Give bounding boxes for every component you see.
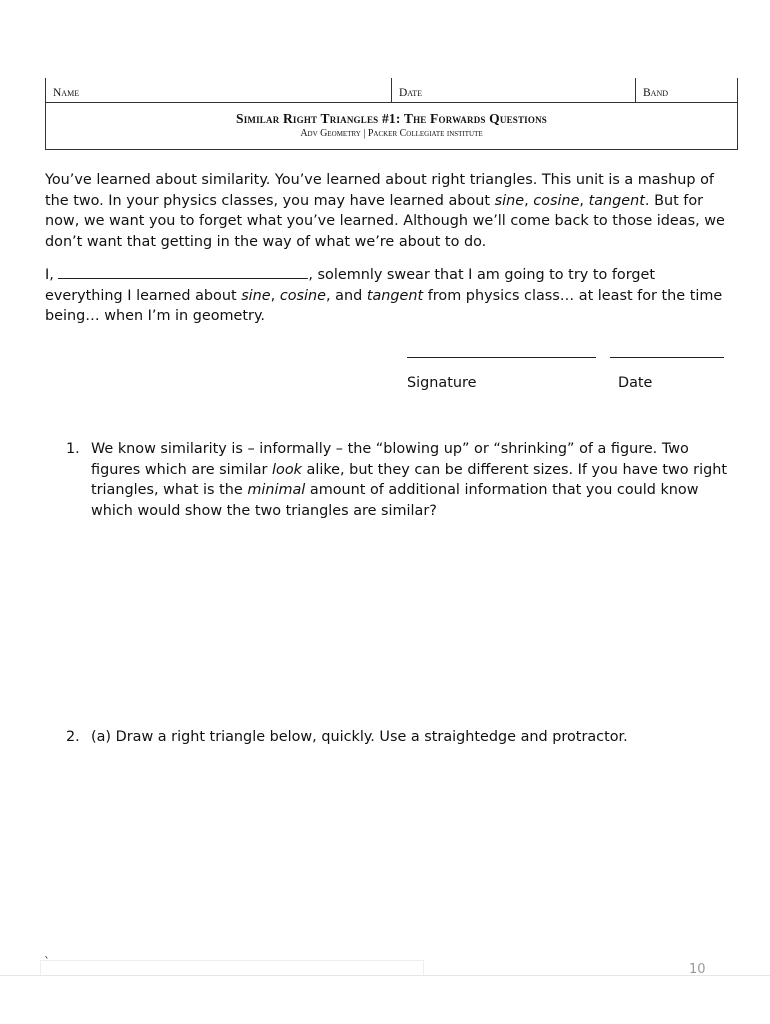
q1-em-minimal: minimal <box>247 482 306 499</box>
band-field[interactable] <box>635 78 737 102</box>
intro-tangent: tangent <box>588 192 645 209</box>
signature-label: Signature <box>407 375 477 391</box>
footer-rule <box>0 975 770 976</box>
signature-line[interactable] <box>407 357 596 358</box>
name-label: Name <box>53 87 80 99</box>
oath-text-a: I, <box>45 267 59 283</box>
date-field[interactable] <box>391 78 636 102</box>
header-table <box>45 78 738 150</box>
question-2-number: 2. <box>66 729 80 745</box>
intro-sine: sine <box>494 192 525 209</box>
intro-paragraph <box>45 170 735 253</box>
footer-box <box>40 960 424 975</box>
page-number: 10 <box>689 962 706 977</box>
intro-sep2: , <box>579 192 589 209</box>
q1-em-look: look <box>272 461 302 478</box>
q1-text-b: alike, but they can be different sizes. If you have two right triangles, what is the <box>91 461 727 499</box>
question-2-text: (a) Draw a right triangle below, quickly. Use a straightedge and protractor. <box>91 729 628 745</box>
oath-tangent: tangent <box>366 287 424 304</box>
signature-date-label: Date <box>618 375 653 391</box>
intro-sep1: , <box>524 192 534 209</box>
band-label: Band <box>643 87 669 99</box>
intro-cosine: cosine <box>533 192 580 209</box>
oath-cosine: cosine <box>279 287 327 304</box>
header-fields-row <box>46 78 737 103</box>
name-field[interactable] <box>46 78 391 102</box>
question-1-number: 1. <box>66 441 80 457</box>
q1-text-c: amount of additional information that you could know which would show the two triangles are similar? <box>91 482 699 520</box>
document-title: Similar Right Triangles #1: The Forwards Questions <box>235 111 547 126</box>
date-label: Date <box>399 87 422 99</box>
intro-text-a: You’ve learned about similarity. You’ve learned about right triangles. This unit is a mashup of the two. In your physics classes, you may have learned about <box>45 172 714 209</box>
document-subtitle: Adv Geometry | Packer Collegiate institute <box>300 128 483 139</box>
oath-sep1: , <box>270 287 280 304</box>
oath-text-c: from physics class… at least for the time being… when I’m in geometry. <box>45 287 723 325</box>
footer-mark: ` <box>44 955 50 969</box>
oath-sep2: , and <box>326 287 367 304</box>
question-1-text <box>91 439 728 522</box>
signature-date-line[interactable] <box>610 357 724 358</box>
intro-text-b: . But for now, we want you to forget what you’ve learned. Although we’ll come back to those ideas, we don’t want that getting in the way of what we’re about to do. <box>45 192 725 251</box>
oath-sine: sine <box>241 287 271 304</box>
student-name-blank[interactable] <box>58 265 308 279</box>
title-block <box>46 111 737 139</box>
oath-text-b: , solemnly swear that I am going to try to forget everything I learned about <box>45 267 656 304</box>
q1-text-a: We know similarity is – informally – the “blowing up” or “shrinking” of a figure. Two figures which are similar <box>91 441 689 478</box>
oath-paragraph <box>45 265 735 327</box>
